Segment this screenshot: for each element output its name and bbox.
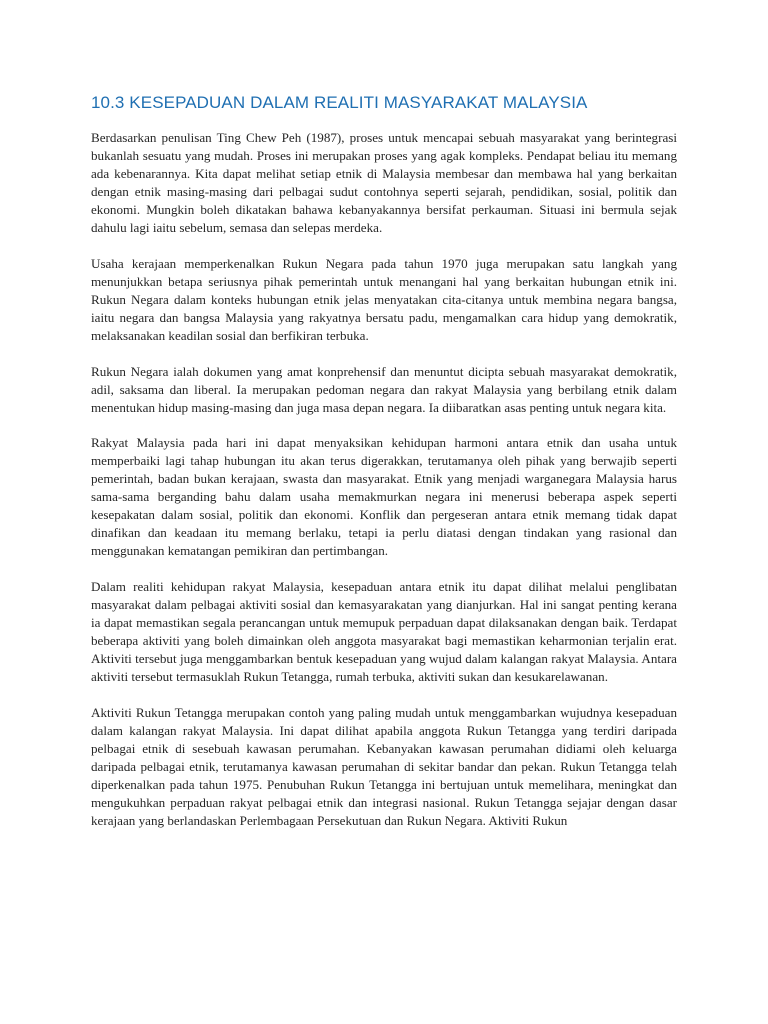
section-heading: 10.3 KESEPADUAN DALAM REALITI MASYARAKAT MALAYSIA [91, 93, 588, 112]
paragraph: Usaha kerajaan memperkenalkan Rukun Negara pada tahun 1970 juga merupakan satu langkah yang menunjukkan betapa seriusnya pihak pemerintah untuk menangani hal yang berkaitan hubungan etnik ini. Rukun Negara dalam konteks hubungan etnik jelas menyatakan cita-citanya untuk membina negara bangsa, iaitu negara dan bangsa Malaysia yang rakyatnya bersatu padu, mengamalkan cara hidup yang demokratik, melaksanakan keadilan sosial dan berfikiran terbuka. [91, 255, 677, 343]
paragraph: Berdasarkan penulisan Ting Chew Peh (1987), proses untuk mencapai sebuah masyarakat yang berintegrasi bukanlah sesuatu yang mudah. Proses ini merupakan proses yang agak kompleks. Pendapat beliau itu memang ada kebenarannya. Kita dapat melihat setiap etnik di Malaysia membesar dan membawa hal yang berkaitan dengan etnik masing-masing dari pelbagai sudut contohnya seperti sejarah, pendidikan, sosial, politik dan ekonomi. Mungkin boleh dikatakan bahawa kebanyakannya bersifat perkauman. Situasi ini bermula sejak dahulu lagi iaitu sebelum, semasa dan selepas merdeka. [91, 130, 677, 236]
paragraph: Dalam realiti kehidupan rakyat Malaysia, kesepaduan antara etnik itu dapat dilihat melalui penglibatan masyarakat dalam pelbagai aktiviti sosial dan kemasyarakatan yang dianjurkan. Hal ini sangat penting kerana ia dapat memastikan segala perancangan untuk memupuk perpaduan dapat dilaksanakan dengan baik. Terdapat beberapa aktiviti yang boleh dimainkan oleh anggota masyarakat bagi memastikan keharmonian terjalin erat. Aktiviti tersebut juga menggambarkan bentuk kesepaduan yang wujud dalam kalangan rakyat Malaysia. Antara aktiviti tersebut termasuklah Rukun Tetangga, rumah terbuka, aktiviti sukan dan kesukarelawanan. [91, 578, 677, 685]
paragraph: Aktiviti Rukun Tetangga merupakan contoh yang paling mudah untuk menggambarkan wujudnya kesepaduan dalam kalangan rakyat Malaysia. Ini dapat dilihat apabila anggota Rukun Tetangga yang terdiri daripada pelbagai etnik di sesebuah kawasan perumahan. Kebanyakan kawasan perumahan didiami oleh keluarga daripada pelbagai etnik, terutamanya kawasan perumahan di sekitar bandar dan pekan. Rukun Tetangga telah diperkenalkan pada tahun 1975. Penubuhan Rukun Tetangga ini bertujuan untuk memelihara, meningkat dan mengukuhkan perpaduan rakyat pelbagai etnik dan integrasi nasional. Rukun Tetangga sejajar dengan dasar kerajaan yang berlandaskan Perlembagaan Persekutuan dan Rukun Negara. Aktiviti Rukun [91, 704, 677, 829]
paragraph: Rukun Negara ialah dokumen yang amat konprehensif dan menuntut dicipta sebuah masyarakat demokratik, adil, saksama dan liberal. Ia merupakan pedoman negara dan rakyat Malaysia yang berbilang etnik dalam menentukan hidup masing-masing dan juga masa depan negara. Ia diibaratkan asas penting untuk negara kita. [91, 363, 677, 415]
paragraph: Rakyat Malaysia pada hari ini dapat menyaksikan kehidupan harmoni antara etnik dan usaha untuk memperbaiki lagi tahap hubungan itu akan terus digerakkan, terutamanya oleh pihak yang berwajib seperti pemerintah, badan bukan kerajaan, swasta dan masyarakat. Etnik yang menjadi warganegara Malaysia harus sama-sama berganding bahu dalam usaha memakmurkan negara ini menerusi beberapa aspek seperti kesepakatan dalam sosial, politik dan ekonomi. Konflik dan pergeseran antara etnik memang tidak dapat dinafikan dan keadaan itu memang berlaku, tetapi ia perlu diatasi dengan tindakan yang rasional dan menggunakan kematangan pemikiran dan pertimbangan. [91, 435, 677, 559]
document-body [91, 129, 677, 848]
